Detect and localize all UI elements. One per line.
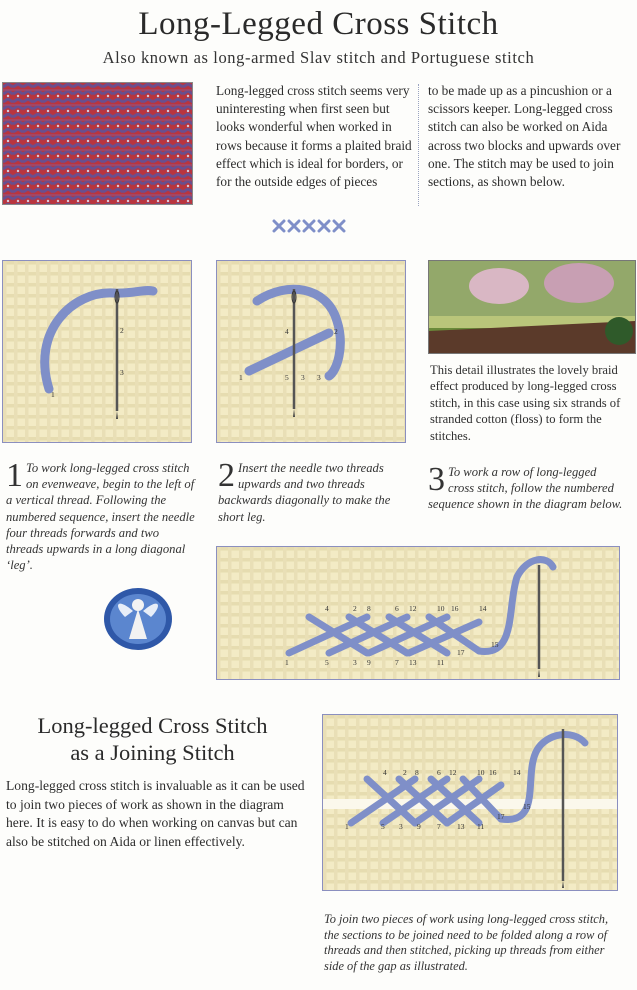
joining-heading (0, 712, 305, 766)
row-label-10: 10 (437, 604, 445, 613)
joining-stitch-diagram (322, 714, 618, 891)
row-label-3: 3 (353, 658, 357, 667)
step-2-description: Insert the needle two threads upwards and two threads backwards diagonally to make the short leg. (218, 461, 391, 524)
row-stitch-diagram (216, 546, 620, 680)
join-label-14: 14 (513, 768, 521, 777)
join-label-2: 2 (403, 768, 407, 777)
row-label-6: 6 (395, 604, 399, 613)
row-label-5: 5 (325, 658, 329, 667)
diagram2-label-3a: 3 (317, 373, 321, 382)
diagram2-label-4: 4 (285, 327, 289, 336)
diagram2-label-5: 5 (285, 373, 289, 382)
join-label-7: 7 (437, 822, 441, 831)
row-label-15: 15 (491, 640, 499, 649)
join-label-11: 11 (477, 822, 485, 831)
step-2-number: 2 (218, 457, 235, 494)
step-2-text (218, 457, 408, 525)
diagram2-label-2: 2 (334, 327, 338, 336)
cross-marks-icon (272, 219, 350, 233)
row-label-11: 11 (437, 658, 445, 667)
join-label-13: 13 (457, 822, 465, 831)
intro-column-1: Long-legged cross stitch seems very uninteresting when first seen but looks wonderful when worked in rows because it forms a plaited braid effect which is ideal for borders, or for the outside edges of pieces (216, 83, 412, 190)
row-label-17: 17 (457, 648, 465, 657)
diagram-step-1 (2, 260, 192, 443)
step-1-description: To work long-legged cross stitch on evenweave, begin to the left of a vertical thread. Following the numbered sequence, insert the needle four threads forwards and two threads upwards in a long diagonal ‘leg’. (6, 461, 195, 573)
stitch-sample-swatch (2, 82, 193, 205)
join-label-5: 5 (381, 822, 385, 831)
diagram2-label-1: 1 (239, 373, 243, 382)
braid-detail-photo (428, 260, 636, 354)
step-3-number: 3 (428, 461, 445, 498)
step-3-description: To work a row of long-legged cross stitch, follow the numbered sequence shown in the diagram below. (428, 465, 623, 512)
join-label-10: 10 (477, 768, 485, 777)
page-title: Long-Legged Cross Stitch (138, 6, 499, 42)
row-label-8: 8 (367, 604, 371, 613)
row-label-1: 1 (285, 658, 289, 667)
diagram1-label-3: 3 (120, 368, 124, 377)
join-label-8: 8 (415, 768, 419, 777)
row-label-2: 2 (353, 604, 357, 613)
column-divider (418, 84, 419, 206)
diagram1-label-2: 2 (120, 326, 124, 335)
join-label-15: 15 (523, 802, 531, 811)
row-label-9: 9 (367, 658, 371, 667)
join-label-17: 17 (497, 812, 505, 821)
row-label-13: 13 (409, 658, 417, 667)
row-label-12: 12 (409, 604, 417, 613)
row-label-7: 7 (395, 658, 399, 667)
photo-caption: This detail illustrates the lovely braid effect produced by long-legged cross stitch, in this case using six strands of stranded cotton (floss) to form the stitches. (430, 363, 621, 443)
cross-stitch-divider (272, 219, 350, 238)
join-label-16: 16 (489, 768, 497, 777)
step-1-number: 1 (6, 457, 23, 494)
row-label-14: 14 (479, 604, 487, 613)
row-label-16: 16 (451, 604, 459, 613)
diagram-step-2 (216, 260, 406, 443)
joining-body-text: Long-legged cross stitch is invaluable as it can be used to join two pieces of work as shown in the diagram here. It is easy to do when working on canvas but can also be stitched on Aida or linen effectively. (6, 778, 305, 849)
step-3-text (428, 461, 624, 513)
join-label-1: 1 (345, 822, 349, 831)
join-label-6: 6 (437, 768, 441, 777)
intro-column-2: to be made up as a pincushion or a scissors keeper. Long-legged cross stitch can also be worked on Aida across two blocks and upwards over one. The stitch may be used to join sections, as shown below. (428, 83, 621, 190)
joining-heading-line-1: Long-legged Cross Stitch (37, 713, 268, 738)
page-subtitle: Also known as long-armed Slav stitch and Portuguese stitch (102, 48, 535, 67)
join-label-12: 12 (449, 768, 457, 777)
diagram1-label-1: 1 (51, 390, 55, 399)
joining-diagram-caption: To join two pieces of work using long-legged cross stitch, the sections to be joined need to be folded along a row of threads and then stitched, picking up threads from either side of the gap as illustrated. (324, 912, 609, 973)
joining-heading-line-2: as a Joining Stitch (70, 740, 235, 765)
step-1-text (6, 457, 196, 573)
diagram2-label-3b: 3 (301, 373, 305, 382)
angel-motif-image (103, 587, 173, 651)
row-label-4: 4 (325, 604, 329, 613)
join-label-9: 9 (417, 822, 421, 831)
join-label-3: 3 (399, 822, 403, 831)
join-label-4: 4 (383, 768, 387, 777)
